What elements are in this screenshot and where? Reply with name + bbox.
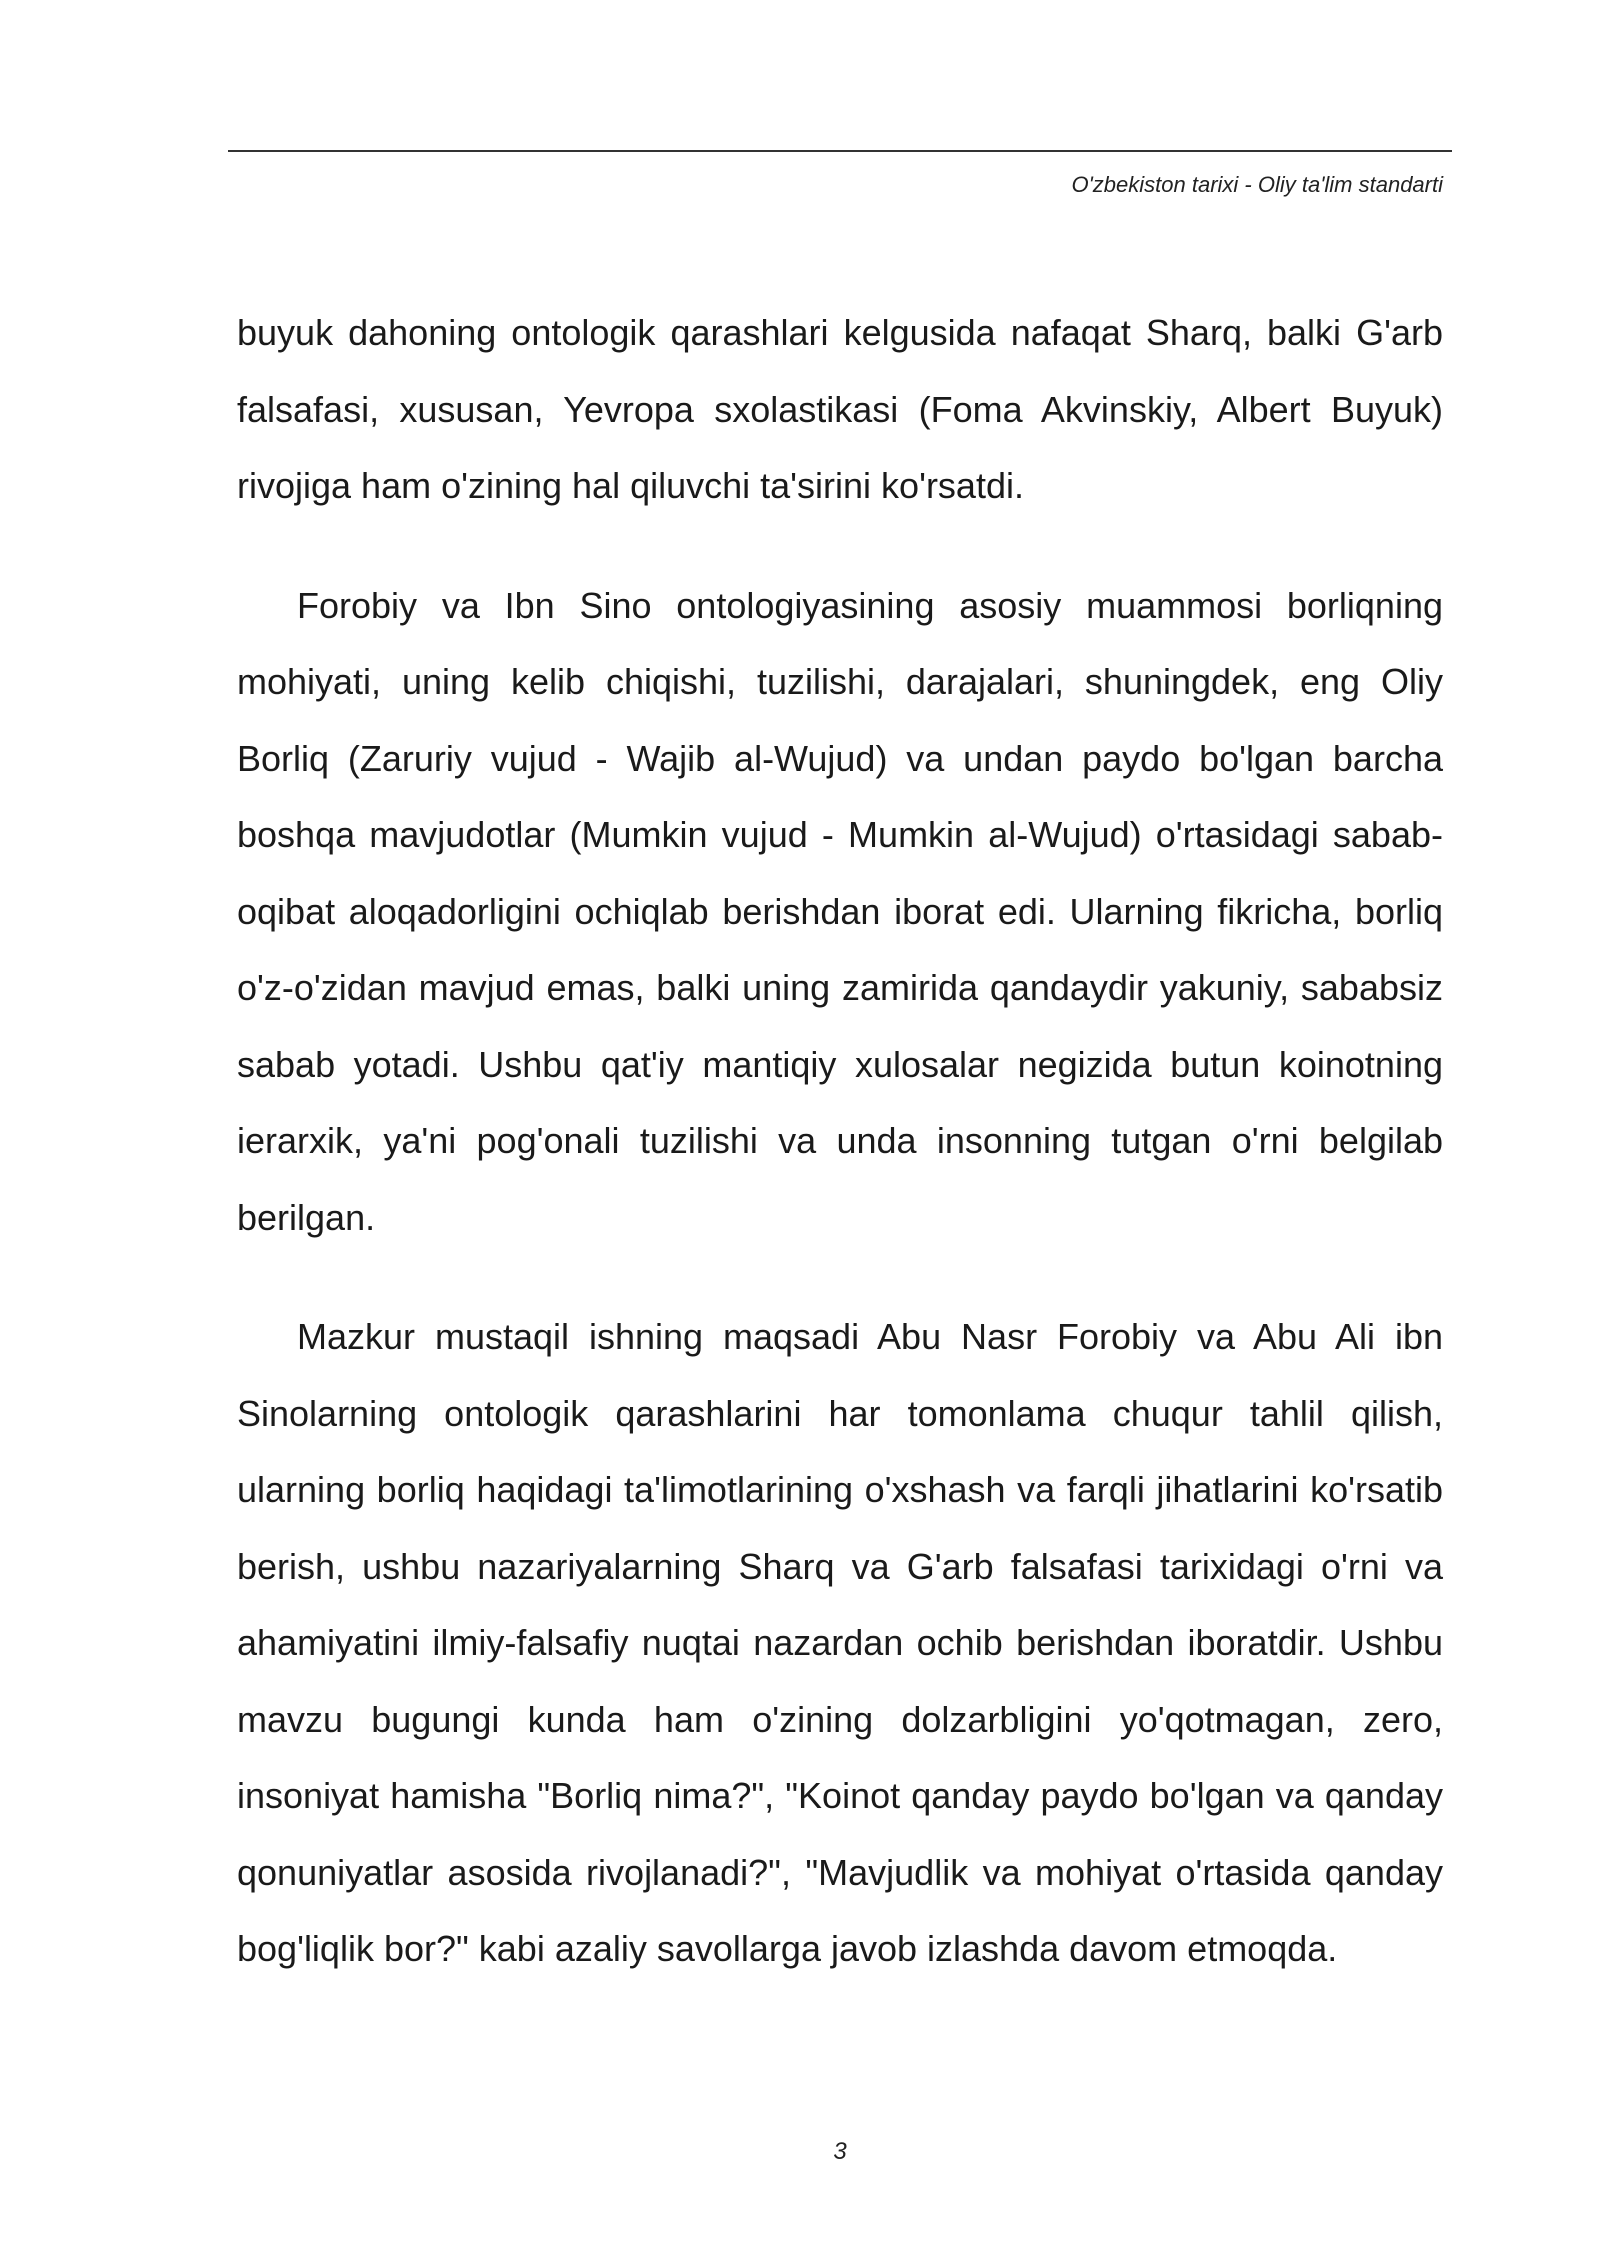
running-header: O'zbekiston tarixi - Oliy ta'lim standarti	[1071, 172, 1443, 197]
paragraph-ontology-problem: Forobiy va Ibn Sino ontologiyasining asosiy muammosi borliqning mohiyati, uning kelib chiqishi, tuzilishi, darajalari, shuningdek, eng Oliy Borliq (Zaruriy vujud - Wajib al-Wujud) va undan paydo bo'lgan barcha boshqa mavjudotlar (Mumkin vujud - Mumkin al-Wujud) o'rtasidagi sabab-oqibat aloqadorligini ochiqlab berishdan iborat edi. Ularning fikricha, borliq o'z-o'zidan mavjud emas, balki uning zamirida qandaydir yakuniy, sababsiz sabab yotadi. Ushbu qat'iy mantiqiy xulosalar negizida butun koinotning ierarxik, ya'ni pog'onali tuzilishi va unda insonning tutgan o'rni belgilab berilgan.	[237, 584, 1443, 1238]
header-rule	[228, 150, 1452, 152]
paragraph-continuation: buyuk dahoning ontologik qarashlari kelgusida nafaqat Sharq, balki G'arb falsafasi, xususan, Yevropa sxolastikasi (Foma Akvinskiy, Albert Buyuk) rivojiga ham o'zining hal qiluvchi ta'sirini ko'rsatdi.	[237, 312, 1443, 506]
document-body	[237, 295, 1443, 1988]
paragraph-work-goal: Mazkur mustaqil ishning maqsadi Abu Nasr Forobiy va Abu Ali ibn Sinolarning ontologik qarashlarini har tomonlama chuqur tahlil qilish, ularning borliq haqidagi ta'limotlarining o'xshash va farqli jihatlarini ko'rsatib berish, ushbu nazariyalarning Sharq va G'arb falsafasi tarixidagi o'rni va ahamiyatini ilmiy-falsafiy nuqtai nazardan ochib berishdan iboratdir. Ushbu mavzu bugungi kunda ham o'zining dolzarbligini yo'qotmagan, zero, insoniyat hamisha "Borliq nima?", "Koinot qanday paydo bo'lgan va qanday qonuniyatlar asosida rivojlanadi?", "Mavjudlik va mohiyat o'rtasida qanday bog'liqlik bor?" kabi azaliy savollarga javob izlashda davom etmoqda.	[237, 1316, 1443, 1969]
page-number: 3	[833, 2138, 847, 2165]
